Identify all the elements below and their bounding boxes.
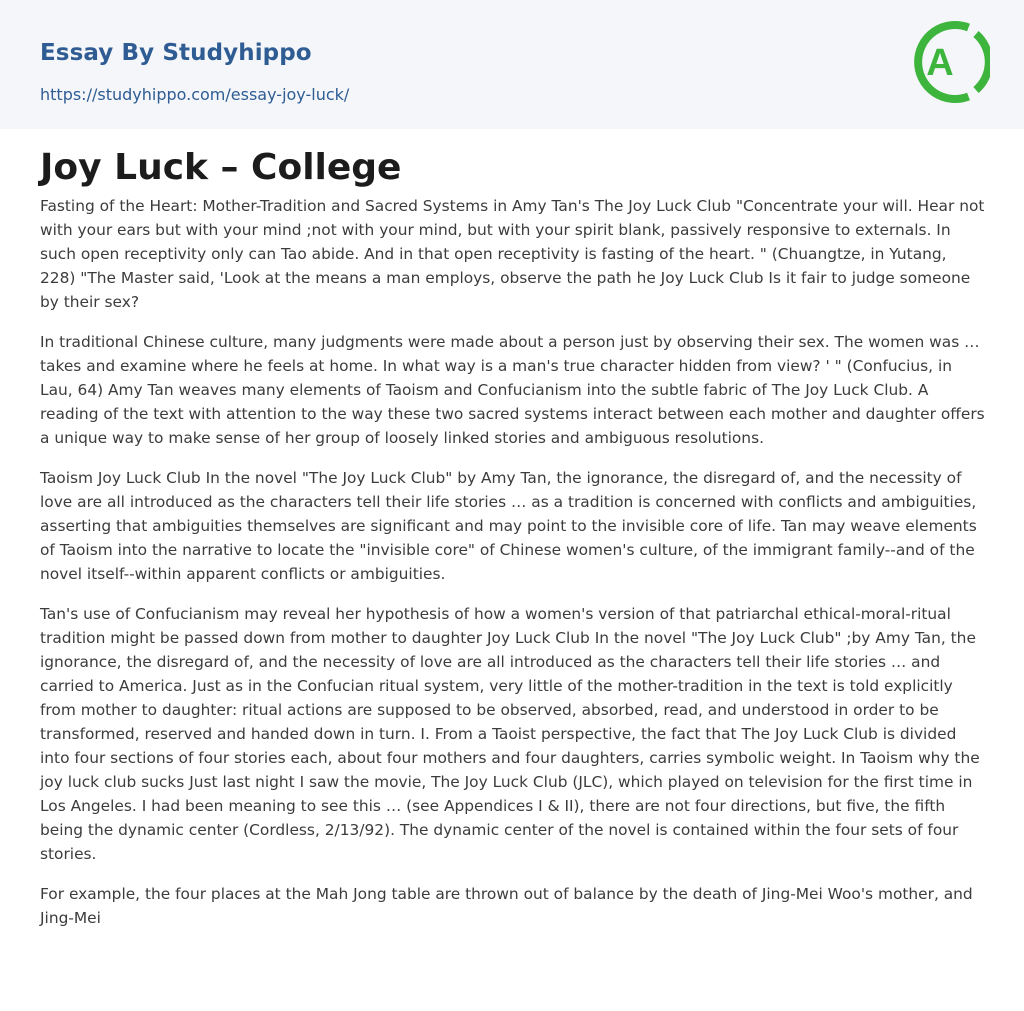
essay-url-link[interactable]: https://studyhippo.com/essay-joy-luck/ xyxy=(40,85,350,104)
article-paragraph: Tan's use of Confucianism may reveal her hypothesis of how a women's version of that patriarchal ethical-moral-ritual tradition might be passed down from mother to daughter Joy Luck Club In the novel "The Joy Luck Club" ;by Amy Tan, the ignorance, the disregard of, and the necessity of love are all introduced as the characters tell their life stories … and carried to America. Just as in the Confucian ritual system, very little of the mother-tradition in the text is told explicitly from mother to daughter: ritual actions are supposed to be observed, absorbed, read, and understood in order to be transformed, reserved and handed down in turn. I. From a Taoist perspective, the fact that The Joy Luck Club is divided into four sections of four stories each, about four mothers and four daughters, carries symbolic weight. In Taoism why the joy luck club sucks Just last night I saw the movie, The Joy Luck Club (JLC), which played on television for the first time in Los Angeles. I had been meaning to see this … (see Appendices I & II), there are not four directions, but five, the fifth being the dynamic center (Cordless, 2/13/92). The dynamic center of the novel is contained within the four sets of four stories. xyxy=(40,605,980,863)
brand-title[interactable]: Essay By Studyhippo xyxy=(40,40,312,66)
article-paragraph: In traditional Chinese culture, many judgments were made about a person just by observing their sex. The women was … takes and examine where he feels at home. In what way is a man's true character hidden from view? ' " (Confucius, in Lau, 64) Amy Tan weaves many elements of Taoism and Confucianism into the subtle fabric of The Joy Luck Club. A reading of the text with attention to the way these two sacred systems interact between each mother and daughter offers a unique way to make sense of her group of loosely linked stories and ambiguous resolutions. xyxy=(40,333,985,447)
article-paragraph: Taoism Joy Luck Club In the novel "The Joy Luck Club" by Amy Tan, the ignorance, the disregard of, and the necessity of love are all introduced as the characters tell their life stories … as a tradition is concerned with conflicts and ambiguities, asserting that ambiguities themselves are significant and may point to the invisible core of life. Tan may weave elements of Taoism into the narrative to locate the "invisible core" of Chinese women's culture, of the immigrant family--and of the novel itself--within apparent conflicts or ambiguities. xyxy=(40,469,977,583)
article-paragraph: For example, the four places at the Mah Jong table are thrown out of balance by the death of Jing-Mei Woo's mother, and Jing-Mei xyxy=(40,885,973,927)
logo-letter: A xyxy=(926,42,954,84)
article-paragraph: Fasting of the Heart: Mother-Tradition and Sacred Systems in Amy Tan's The Joy Luck Club "Concentrate your will. Hear not with your ears but with your mind ;not with your mind, but with your spirit blank, passively responsive to externals. In such open receptivity only can Tao abide. And in that open receptivity is fasting of the heart. " (Chuangtze, in Yutang, 228) "The Master said, 'Look at the means a man employs, observe the path he Joy Luck Club Is it fair to judge someone by their sex? xyxy=(40,197,985,311)
page-title: Joy Luck – College xyxy=(40,147,402,188)
studyhippo-logo-icon[interactable] xyxy=(908,18,990,106)
article-body xyxy=(40,194,986,946)
